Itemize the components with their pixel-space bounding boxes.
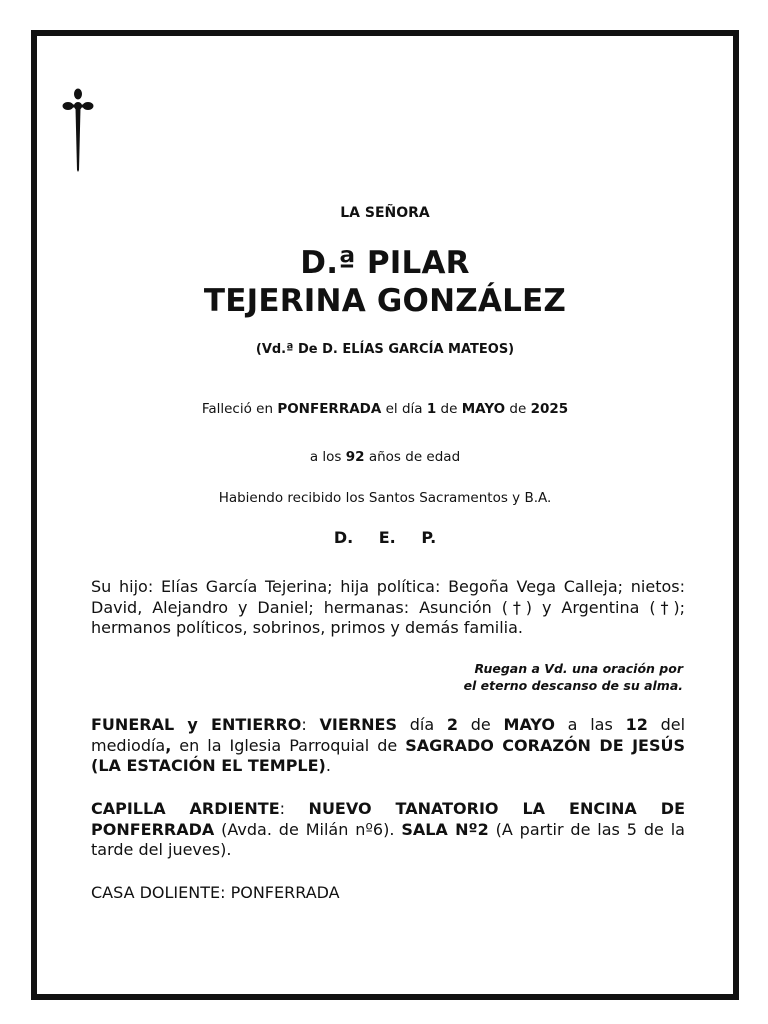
house-info: CASA DOLIENTE: PONFERRADA (91, 883, 340, 902)
name-line-1: D.ª PILAR (300, 245, 470, 281)
death-place: PONFERRADA (277, 401, 382, 417)
sacraments-text: Habiendo recibido los Santos Sacramentos y B.A. (218, 490, 552, 506)
funeral-label: FUNERAL y ENTIERRO (91, 715, 302, 734)
funeral-month: MAYO (503, 715, 555, 734)
name-line-2: TEJERINA GONZÁLEZ (203, 283, 567, 319)
death-year: 2025 (530, 401, 569, 417)
deceased-name (37, 244, 733, 320)
intro-label: LA SEÑORA (340, 205, 430, 221)
funeral-church: SAGRADO CORAZÓN DE JESÚS (LA ESTACIÓN EL TEMPLE) (91, 735, 686, 775)
funeral-weekday: VIERNES (319, 715, 397, 734)
chapel-info: CAPILLA ARDIENTE: NUEVO TANATORIO LA ENCINA DE PONFERRADA (Avda. de Milán nº6). SALA Nº2 (A partir de las 5 de la tarde del jueves). (91, 799, 686, 859)
death-day: 1 (426, 401, 437, 417)
age-info: a los 92 años de edad (309, 449, 461, 465)
cross-icon (62, 86, 94, 172)
dep-text: D. E. P. (333, 528, 437, 547)
chapel-room: SALA Nº2 (401, 819, 489, 839)
age-years: 92 (345, 449, 365, 465)
death-month: MAYO (461, 401, 506, 417)
family-text: Su hijo: Elías García Tejerina; hija política: Begoña Vega Calleja; nietos: David, Alejandro y Daniel; hermanas: Asunción (†) y Argentina (†); hermanos políticos, sobrinos, primos y demás familia. (91, 577, 685, 637)
funeral-day: 2 (446, 715, 459, 734)
widow-of: (Vd.ª De D. ELÍAS GARCÍA MATEOS) (255, 342, 515, 357)
chapel-place: NUEVO TANATORIO LA ENCINA DE PONFERRADA (91, 799, 686, 839)
funeral-info: FUNERAL y ENTIERRO: VIERNES día 2 de MAYO a las 12 del mediodía, en la Iglesia Parroquial de SAGRADO CORAZÓN DE JESÚS (LA ESTACIÓN EL TEMPLE). (91, 715, 686, 775)
funeral-hour: 12 (625, 715, 648, 734)
death-info: Falleció en PONFERRADA el día 1 de MAYO de 2025 (201, 401, 569, 417)
chapel-label: CAPILLA ARDIENTE (91, 799, 280, 818)
prayer-text: Ruegan a Vd. una oración por el eterno descanso de su alma. (463, 661, 683, 693)
